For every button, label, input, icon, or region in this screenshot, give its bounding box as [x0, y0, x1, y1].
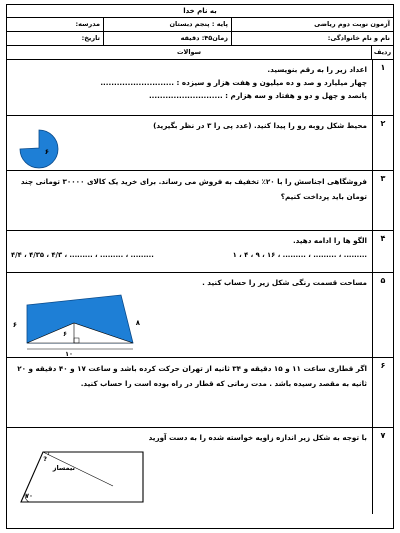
angle-value-label: ۷۰	[25, 492, 33, 500]
student-name-label: نام و نام خانوادگی:	[231, 32, 393, 45]
question-body	[7, 60, 372, 115]
base-label: ۱۰	[65, 350, 73, 357]
row-column-header: ردیف	[371, 46, 393, 59]
question-number: ۳	[372, 171, 393, 230]
three-quarter-circle-figure	[11, 128, 77, 170]
date-label: تاریخ:	[81, 34, 100, 42]
trapezoid-figure	[9, 287, 159, 357]
right-side-label: ۸	[135, 319, 140, 327]
column-header	[7, 46, 393, 60]
radius-label: ۶	[44, 148, 49, 156]
question-row	[7, 60, 393, 116]
question-number: ۱	[372, 60, 393, 115]
question-text: مساحت قسمت رنگی شکل زیر را حساب کنید .	[202, 278, 367, 287]
question-text: فروشگاهی اجناسش را با ۲۰٪ تخفیف به فروش می رساند. برای خرید یک کالای ۳۰۰۰۰ تومانی چند تومان باید پرداخت کنیم؟	[20, 177, 367, 201]
question-row	[7, 231, 393, 273]
pattern-row	[11, 247, 367, 262]
pattern-decimal[interactable]: ۴/۴ ، ۴/۳۵ ، ۴/۳ ، ......... ، ......... ، .........	[11, 251, 154, 259]
height-label: ۶	[63, 330, 67, 338]
question-number: ۶	[372, 358, 393, 427]
question-row	[7, 116, 393, 171]
question-number: ۲	[372, 116, 393, 170]
question-body	[7, 171, 372, 230]
grade-label: پایه : پنجم دبستان	[103, 18, 231, 31]
question-number: ۷	[372, 428, 393, 514]
question-body	[7, 231, 372, 272]
parallelogram-angle-figure	[15, 446, 155, 512]
question-text: الگو ها را ادامه دهید.	[292, 236, 367, 245]
question-row	[7, 171, 393, 231]
question-number: ۵	[372, 273, 393, 357]
question-text: با توجه به شکل زیر اندازه زاویه خواسته شده را به دست آورید	[148, 433, 367, 442]
question-body	[7, 358, 372, 427]
question-body	[7, 428, 372, 514]
pattern-squares[interactable]: ۱ ، ۴ ، ۹ ، ۱۶ ، ......... ، ......... ، .........	[232, 251, 367, 259]
bisector-label: نیمساز	[52, 464, 75, 472]
questions-column-header: سوالات	[176, 48, 202, 56]
header-row-1	[7, 18, 393, 32]
exam-sheet	[6, 4, 394, 529]
question-text: اگر قطاری ساعت ۱۱ و ۱۵ دقیقه و ۳۴ ثانیه از تهران حرکت کرده باشد و ساعت ۱۷ و ۴۰ دقیقه و ۲۰ ثانیه به مقصد رسیده باشد . مدت زمانی که قطار در راه بوده است را حساب کنید.	[17, 364, 367, 388]
question-text: محیط شکل روبه رو را پیدا کنید. (عدد پی را ۳ در نظر بگیرید)	[153, 121, 367, 130]
page-title: به نام خدا	[7, 5, 393, 18]
question-number: ۴	[372, 231, 393, 272]
question-row	[7, 428, 393, 514]
question-row	[7, 273, 393, 358]
left-side-label: ۶	[12, 321, 17, 329]
duration-label: زمان۴۵: دقیقه	[103, 32, 231, 45]
header-row-2	[7, 32, 393, 46]
question-text: اعداد زیر را به رقم بنویسید.	[267, 65, 367, 74]
answer-line[interactable]: چهار میلیارد و صد و ده میلیون و هفت هزار و سیزده : ...........................	[100, 78, 367, 87]
school-label: مدرسه:	[75, 20, 100, 28]
answer-line[interactable]: پانصد و چهل و دو و هفتاد و سه هزارم : ...........................	[148, 91, 367, 100]
question-row	[7, 358, 393, 428]
unknown-angle-label: ?	[43, 455, 47, 463]
exam-title: آزمون نوبت دوم ریاضی	[231, 18, 393, 31]
question-body	[7, 273, 372, 357]
question-body	[7, 116, 372, 170]
